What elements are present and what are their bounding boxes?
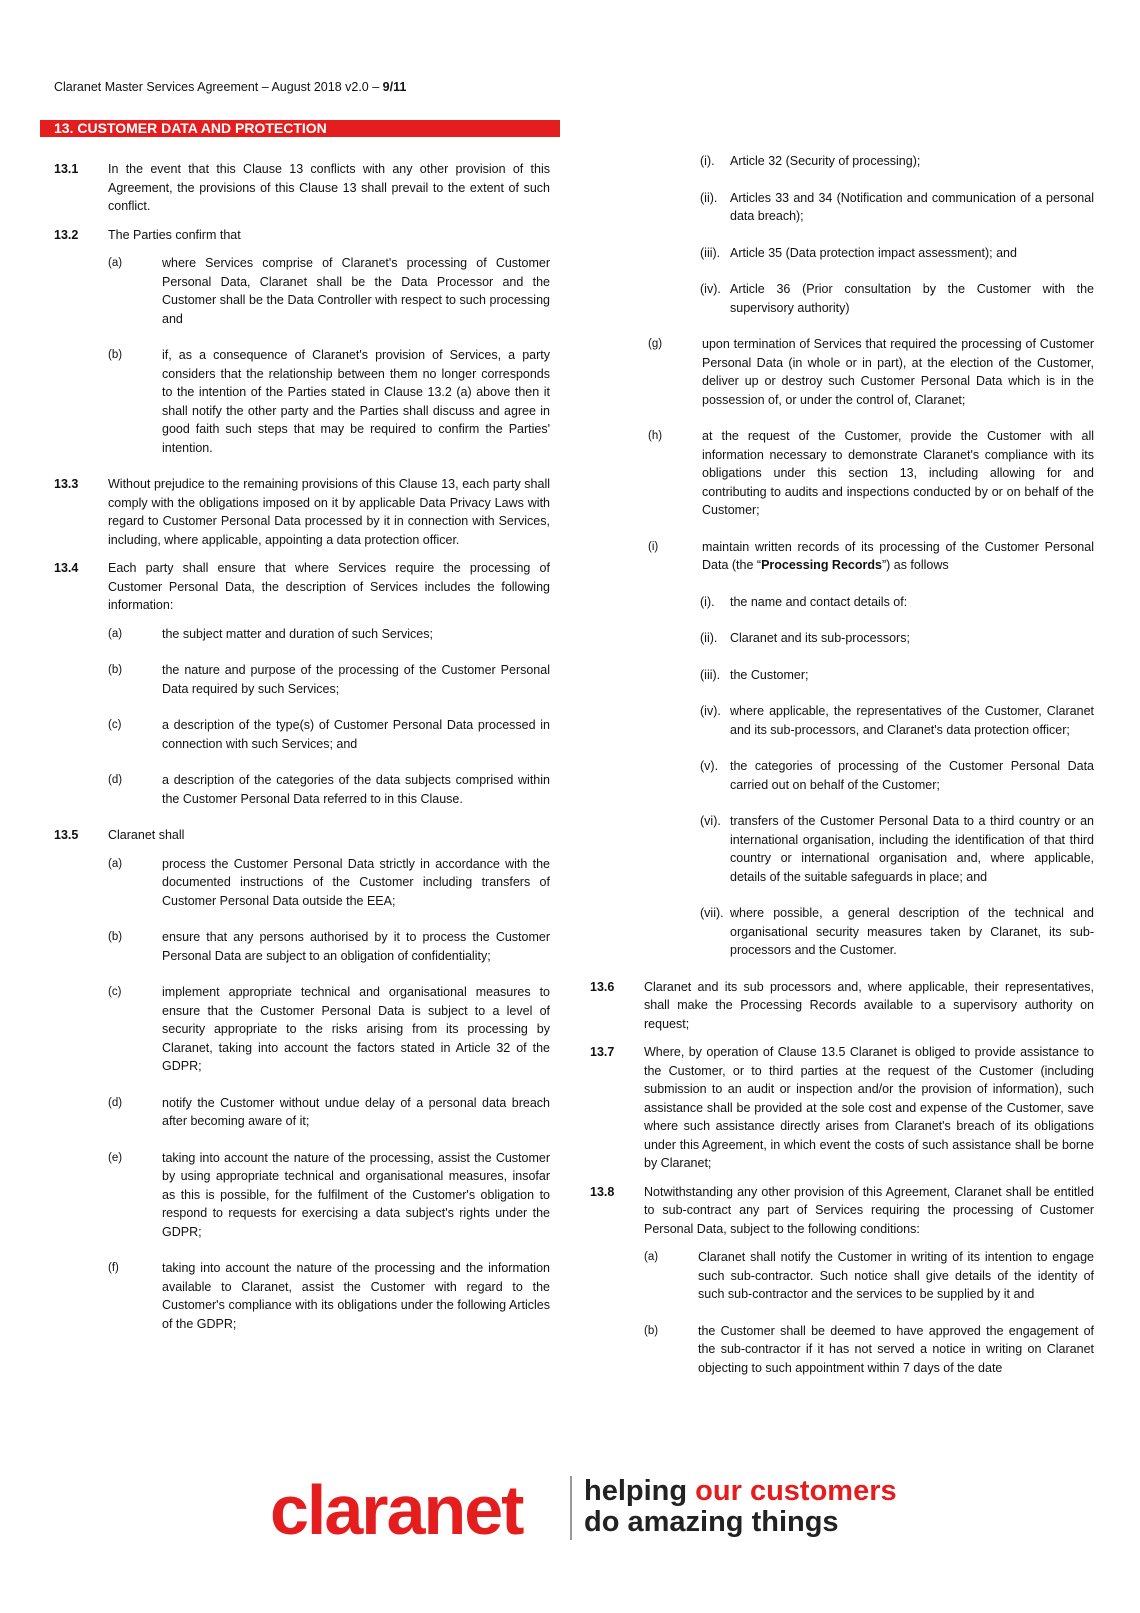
sub-label: (g) — [648, 338, 663, 350]
tagline — [584, 1476, 897, 1538]
tagline-line-1 — [584, 1476, 897, 1507]
clause-number: 13.2 — [54, 227, 79, 242]
clause-13-5-d — [108, 1094, 550, 1131]
clause-13-8-b — [644, 1322, 1094, 1378]
right-column — [590, 152, 1094, 1395]
clause-text: The Parties confirm that — [108, 227, 241, 242]
sub-label: (a) — [108, 257, 123, 269]
item-text: Article 32 (Security of processing); — [730, 154, 921, 168]
clause-13-5-b — [108, 928, 550, 965]
record-item — [700, 666, 1094, 685]
sub-text: the nature and purpose of the processing of the Customer Personal Data required by such Services; — [162, 663, 550, 696]
item-text: the name and contact details of: — [730, 594, 908, 609]
text-post: ”) as follows — [881, 558, 949, 572]
header-title: Claranet Master Services Agreement – August 2018 v2.0 – — [54, 80, 380, 94]
item-label: (i). — [700, 594, 715, 609]
record-item — [700, 593, 1094, 612]
tagline-helping: helping — [584, 1475, 696, 1507]
clause-13-4-b — [108, 661, 550, 698]
sub-text: upon termination of Services that required the processing of Customer Personal Data (in whole or in part), at the election of the Customer, deliver up or destroy such Customer Personal Data which is in the possession of, or under the control of, Claranet; — [702, 337, 1094, 407]
record-item — [700, 702, 1094, 739]
defined-term: Processing Records — [761, 558, 882, 572]
clause-13-7 — [590, 1043, 1094, 1173]
sub-label: (b) — [644, 1324, 659, 1337]
page-header — [54, 80, 406, 94]
clause-text: Each party shall ensure that where Services require the processing of Customer Personal Data, the description of Services includes the following information: — [108, 561, 550, 612]
sub-label: (c) — [108, 719, 122, 731]
clause-number: 13.4 — [54, 561, 79, 575]
sub-label: (a) — [108, 627, 123, 640]
sub-text: if, as a consequence of Claranet's provision of Services, a party considers that the relationship between them no longer corresponds to the intention of the Parties stated in Clause 13.2 (a) above then it shall notify the other party and the Parties shall discuss and agree in good faith such steps that may be required to confirm the Parties' intention. — [162, 348, 550, 455]
item-label: (iii). — [700, 245, 721, 260]
sub-text: notify the Customer without undue delay of a personal data breach after becoming aware of it; — [162, 1095, 550, 1128]
clause-number: 13.7 — [590, 1045, 615, 1059]
footer-divider — [570, 1476, 572, 1540]
sub-label: (b) — [108, 349, 123, 361]
item-label: (ii). — [700, 190, 718, 205]
item-label: (i). — [700, 154, 715, 168]
sub-text: at the request of the Customer, provide the Customer with all information necessary to demonstrate Claranet's compliance with its obligations under this section 13, including allowing for and contributing to audits and inspections conducted by or on behalf of the Customer; — [702, 429, 1094, 517]
sub-text: the subject matter and duration of such Services; — [162, 626, 433, 641]
sub-text: taking into account the nature of the processing and the information available to Claranet, assist the Customer with regard to the Customer's compliance with its obligations under the following Articles of the GDPR; — [162, 1261, 550, 1331]
item-label: (iv). — [700, 282, 721, 296]
clause-text: Notwithstanding any other provision of this Agreement, Claranet shall be entitled to sub-contract any part of Services requiring the processing of Customer Personal Data, subject to the following conditions: — [644, 1184, 1094, 1236]
item-text: transfers of the Customer Personal Data to a third country or an international organisation, including the identification of that third country or international organisation and, where applicable, details of the suitable safeguards in place; and — [730, 814, 1094, 884]
sub-text: the Customer shall be deemed to have approved the engagement of the sub-contractor if it has not served a notice in writing on Claranet objecting to such appointment within 7 days of the date — [698, 1323, 1094, 1375]
claranet-logo: claranet — [270, 1471, 523, 1549]
clause-number: 13.5 — [54, 828, 79, 842]
item-label: (v). — [700, 759, 719, 773]
clause-13-4-a — [108, 625, 550, 644]
item-text: Article 35 (Data protection impact assessment); and — [730, 245, 1017, 260]
article-item — [700, 152, 1094, 171]
sub-text: taking into account the nature of the processing, assist the Customer by using appropriate technical and organisational measures, insofar as this is possible, for the fulfilment of the Customer's obligation to respond to requests for exercising a data subject's rights under the GDPR; — [162, 1150, 550, 1239]
sub-label: (b) — [108, 931, 123, 943]
page-number: 9/11 — [382, 80, 407, 94]
clause-13-4-c — [108, 716, 550, 753]
sub-label: (b) — [108, 664, 123, 676]
clause-13-4 — [54, 559, 550, 615]
sub-text: where Services comprise of Claranet's processing of Customer Personal Data, Claranet shall be the Data Processor and the Customer shall be the Data Controller with respect to such processing and — [162, 256, 550, 326]
item-text: the categories of processing of the Customer Personal Data carried out on behalf of the Customer; — [730, 759, 1094, 792]
section-title: 13. CUSTOMER DATA AND PROTECTION — [40, 120, 560, 137]
article-item — [700, 280, 1094, 317]
item-label: (ii). — [700, 631, 718, 645]
clause-13-2 — [54, 226, 550, 245]
item-text: Articles 33 and 34 (Notification and communication of a personal data breach); — [730, 190, 1094, 223]
sub-label: (h) — [648, 430, 663, 442]
sub-label: (i) — [648, 540, 659, 553]
item-text: where applicable, the representatives of the Customer, Claranet and its sub-processors, and Claranet's data protection officer; — [730, 704, 1094, 737]
clause-13-3 — [54, 475, 550, 549]
page-footer — [0, 1470, 1140, 1570]
tagline-line-2: do amazing things — [584, 1506, 839, 1538]
sub-text: ensure that any persons authorised by it to process the Customer Personal Data are subject to an obligation of confidentiality; — [162, 930, 550, 963]
sub-label: (c) — [108, 986, 122, 998]
clause-13-5-c — [108, 983, 550, 1076]
tagline-our-customers: our customers — [695, 1475, 897, 1507]
clause-text: Where, by operation of Clause 13.5 Claranet is obliged to provide assistance to the Customer, or to third parties at the request of the Customer (including submission to an audit or inspection and/or the provision of information), such assistance shall be provided at the sole cost and expense of the Customer, save where such assistance directly arises from Claranet's breach of its obligations under this Agreement, in which event the costs of such assistance shall be borne by Claranet; — [644, 1045, 1094, 1170]
sub-label: (f) — [108, 1262, 119, 1274]
item-text: Article 36 (Prior consultation by the Customer with the supervisory authority) — [730, 282, 1094, 315]
clause-number: 13.3 — [54, 477, 79, 491]
sub-text: implement appropriate technical and organisational measures to ensure that the Customer Personal Data is subject to a level of security appropriate to the risks arising from its processing by Claranet, taking into account the factors stated in Article 32 of the GDPR; — [162, 985, 550, 1073]
item-text: the Customer; — [730, 667, 809, 682]
clause-number: 13.8 — [590, 1184, 615, 1199]
item-label: (iv). — [700, 704, 721, 718]
clause-number: 13.1 — [54, 162, 79, 176]
article-item — [700, 244, 1094, 263]
clause-13-1 — [54, 160, 550, 216]
clause-13-2-a — [108, 254, 550, 328]
clause-13-8 — [590, 1183, 1094, 1239]
record-item — [700, 629, 1094, 648]
article-item — [700, 189, 1094, 226]
clause-number: 13.6 — [590, 979, 615, 994]
sub-text: process the Customer Personal Data strictly in accordance with the documented instructions of the Customer including transfers of Customer Personal Data outside the EEA; — [162, 856, 550, 908]
item-label: (vii). — [700, 906, 724, 920]
text-pre: maintain written records of its processing of the Customer Personal Data (the “ — [702, 539, 1094, 572]
sub-label: (a) — [108, 857, 123, 870]
clause-13-5-g — [648, 335, 1094, 409]
record-item — [700, 812, 1094, 886]
item-label: (vi). — [700, 814, 721, 828]
clause-13-5 — [54, 826, 550, 845]
left-column — [54, 160, 550, 1351]
item-text: Claranet and its sub-processors; — [730, 631, 910, 645]
clause-text: Claranet and its sub processors and, where applicable, their representatives, shall make the Processing Records available to a supervisory authority on request; — [644, 979, 1094, 1031]
clause-13-5-f — [108, 1259, 550, 1333]
clause-13-2-b — [108, 346, 550, 457]
clause-13-6 — [590, 978, 1094, 1034]
sub-label: (d) — [108, 1096, 123, 1109]
sub-text — [702, 538, 1094, 575]
record-item — [700, 757, 1094, 794]
item-label: (iii). — [700, 667, 721, 682]
clause-text: Without prejudice to the remaining provisions of this Clause 13, each party shall comply with the obligations imposed on it by applicable Data Privacy Laws with regard to Customer Personal Data processed by it in connection with Services, including, where applicable, appointing a data protection officer. — [108, 477, 550, 547]
clause-13-4-d — [108, 771, 550, 808]
sub-label: (d) — [108, 774, 123, 786]
sub-label: (a) — [644, 1251, 659, 1263]
sub-text: a description of the type(s) of Customer Personal Data processed in connection with such Services; and — [162, 718, 550, 751]
clause-13-8-a — [644, 1248, 1094, 1304]
clause-text: In the event that this Clause 13 conflicts with any other provision of this Agreement, the provisions of this Clause 13 shall prevail to the extent of such conflict. — [108, 162, 550, 213]
clause-13-5-a — [108, 855, 550, 911]
record-item — [700, 904, 1094, 960]
clause-13-5-h — [648, 427, 1094, 520]
clause-13-5-e — [108, 1149, 550, 1242]
sub-text: a description of the categories of the data subjects comprised within the Customer Personal Data referred to in this Clause. — [162, 773, 550, 806]
sub-label: (e) — [108, 1151, 123, 1164]
item-text: where possible, a general description of the technical and organisational security measures taken by Claranet, its sub-processors and the Customer. — [730, 906, 1094, 957]
clause-13-5-i — [648, 538, 1094, 575]
sub-text: Claranet shall notify the Customer in writing of its intention to engage such sub-contractor. Such notice shall give details of the identity of such sub-contractor and the services to be supplied by it and — [698, 1250, 1094, 1301]
clause-text: Claranet shall — [108, 828, 185, 842]
